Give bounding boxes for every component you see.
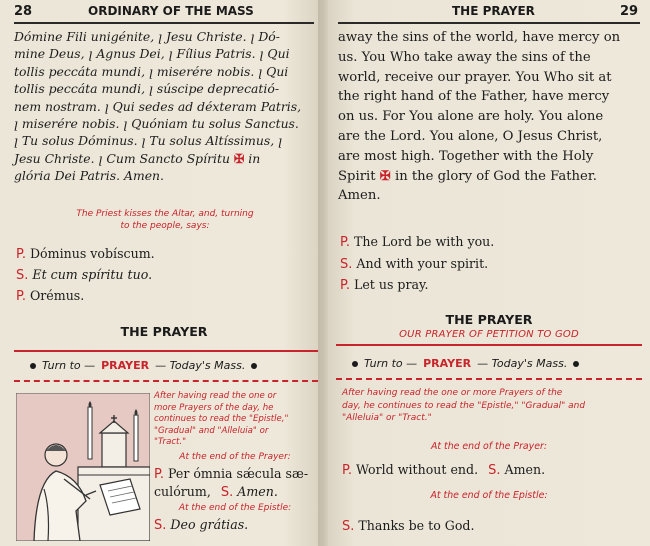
dialogue-text: And with your spirit. [356, 256, 489, 271]
english-line: Amen. [338, 188, 381, 204]
dialogue-line [154, 466, 308, 482]
priest-symbol: P. [154, 467, 164, 482]
server-symbol: S. [340, 257, 353, 272]
bullet-icon [352, 361, 358, 367]
dialogue-reply: Amen. [504, 462, 546, 477]
rubric-box-right [342, 387, 640, 425]
turn-to-bar-right [352, 357, 579, 370]
latin-line: nem nostram. ꞁ Qui sedes ad déxteram Patris, [14, 98, 302, 114]
dialogue-line [340, 277, 428, 293]
turn-to-bar-left [30, 359, 257, 372]
section-title-right: THE PRAYER [445, 312, 533, 327]
bullet-icon [251, 363, 257, 369]
dialogue-line [342, 518, 475, 534]
latin-line: mine Deus, ꞁ Agnus Dei, ꞁ Fílius Patris. ꞁ Qui [14, 46, 290, 62]
server-symbol: S. [16, 268, 29, 283]
latin-line: ꞁ miserére nobis. ꞁ Quóniam tu solus Sanctus. [14, 116, 299, 132]
turn-to-post: — Today's Mass. [477, 357, 568, 370]
english-line-tail: in the glory of God the Father. [394, 168, 597, 184]
bullet-icon [30, 363, 36, 369]
turn-to-keyword: PRAYER [423, 357, 472, 370]
server-symbol: S. [342, 519, 355, 534]
english-line-text: Spirit [338, 168, 376, 184]
red-dashed-rule [14, 380, 318, 382]
dialogue-line [154, 517, 248, 533]
dialogue-text: Et cum spíritu tuo. [32, 267, 153, 282]
dialogue-line [340, 234, 494, 250]
dialogue-text: Thanks be to God. [358, 518, 475, 533]
priest-symbol: P. [16, 247, 26, 262]
page-number-left: 28 [14, 4, 33, 19]
red-dashed-rule [336, 378, 642, 380]
english-gloria-text [338, 28, 640, 206]
turn-to-pre: Turn to — [42, 359, 96, 372]
priest-symbol: P. [340, 235, 350, 250]
rubric-end-of-epistle-right: At the end of the Epistle: [430, 490, 548, 501]
dialogue-line [16, 267, 152, 283]
dialogue-text: Per ómnia sǽcula sæ- [167, 466, 309, 481]
rubric-line: "Gradual" and "Alleluia" or [154, 425, 269, 436]
rubric-line: "Tract." [154, 437, 187, 448]
rubric-end-of-prayer-right: At the end of the Prayer: [430, 441, 548, 452]
server-symbol: S. [488, 463, 501, 478]
english-line: on us. For You alone are holy. You alone [338, 109, 604, 125]
page-number-right: 29 [620, 4, 639, 19]
server-symbol: S. [220, 485, 234, 500]
latin-gloria-text [14, 28, 314, 185]
turn-to-keyword: PRAYER [101, 359, 150, 372]
priest-at-altar-illustration [16, 393, 150, 541]
english-line [338, 167, 640, 187]
latin-line: ꞁ Tu solus Dóminus. ꞁ Tu solus Altíssimus, ꞁ [14, 133, 283, 149]
english-line: are most high. Together with the Holy [338, 148, 594, 164]
rubric-line: The Priest kisses the Altar, and, turning [76, 209, 254, 219]
red-cross-icon: ✠ [233, 150, 245, 166]
red-rule [336, 344, 642, 346]
latin-line: tollis peccáta mundi, ꞁ miserére nobis. ꞁ Qui [14, 63, 289, 79]
latin-line: Dómine Fili unigénite, ꞁ Jesu Christe. ꞁ Dó- [14, 29, 280, 44]
red-cross-icon: ✠ [379, 168, 391, 184]
running-head-right: THE PRAYER [452, 4, 535, 18]
red-rule [14, 350, 318, 352]
head-rule-left [14, 22, 314, 24]
english-line: are the Lord. You alone, O Jesus Christ, [338, 128, 603, 144]
section-title-left: THE PRAYER [120, 324, 208, 339]
rubric-box-left [154, 391, 318, 449]
latin-line: tollis peccáta mundi, ꞁ súscipe deprecatió- [14, 81, 280, 97]
dialogue-text: Dóminus vobíscum. [29, 246, 155, 261]
rubric-line: After having read the one or more Prayers of the [342, 388, 563, 398]
server-symbol: S. [154, 518, 167, 533]
latin-line: glória Dei Patris. Amen. [14, 168, 164, 184]
priest-symbol: P. [340, 278, 350, 293]
english-line: the right hand of the Father, have mercy [338, 89, 610, 105]
bullet-icon [573, 361, 579, 367]
rubric-priest-kisses-altar [30, 208, 300, 232]
dialogue-line [16, 288, 84, 304]
english-line: world, receive our prayer. You Who sit at [338, 69, 612, 85]
section-subtitle-right: OUR PRAYER OF PETITION TO GOD [399, 329, 579, 340]
dialogue-text: Orémus. [29, 288, 85, 303]
dialogue-line [154, 484, 278, 500]
rubric-line: "Alleluia" or "Tract." [342, 413, 432, 423]
rubric-line: more Prayers of the day, he [154, 402, 274, 413]
latin-line-text: Jesu Christe. ꞁ Cum Sancto Spíritu [14, 150, 230, 166]
dialogue-line [340, 256, 488, 272]
dialogue-line [16, 246, 155, 262]
english-line: away the sins of the world, have mercy on [338, 30, 621, 45]
running-head-left: ORDINARY OF THE MASS [88, 4, 254, 18]
dialogue-reply: Amen. [237, 484, 278, 499]
latin-line [14, 150, 314, 167]
priest-symbol: P. [16, 289, 26, 304]
turn-to-pre: Turn to — [364, 357, 418, 370]
dialogue-text: The Lord be with you. [353, 234, 495, 249]
left-page [0, 0, 322, 546]
rubric-line: continues to read the "Epistle," [154, 414, 289, 425]
rubric-line: to the people, says: [120, 221, 210, 231]
dialogue-text: Deo grátias. [170, 517, 249, 532]
head-rule-right [338, 22, 640, 24]
turn-to-post: — Today's Mass. [155, 359, 246, 372]
dialogue-line [342, 462, 545, 478]
rubric-line: After having read the one or [154, 391, 277, 401]
dialogue-text: Let us pray. [353, 277, 429, 292]
latin-line-tail: in [248, 150, 261, 166]
rubric-end-of-epistle-left: At the end of the Epistle: [178, 503, 292, 513]
dialogue-text: World without end. [355, 462, 479, 477]
rubric-line: day, he continues to read the "Epistle," "Gradual" and [342, 400, 586, 411]
dialogue-text: culórum, [154, 484, 211, 499]
english-line: us. You Who take away the sins of the [338, 49, 591, 65]
rubric-end-of-prayer-left: At the end of the Prayer: [179, 452, 291, 462]
book-gutter [318, 0, 328, 546]
priest-symbol: P. [342, 463, 352, 478]
